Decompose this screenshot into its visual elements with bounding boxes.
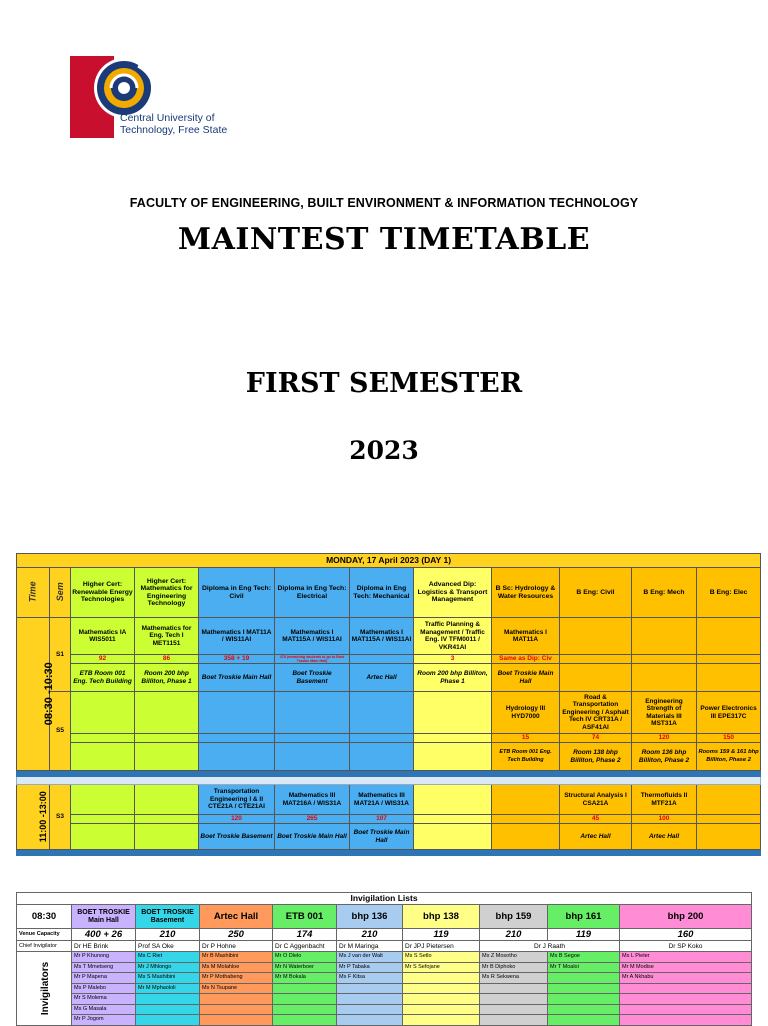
invigilator-name bbox=[200, 994, 273, 1005]
chief-invigilator: Prof SA Oke bbox=[136, 941, 200, 952]
programme-header: B Sc: Hydrology & Water Resources bbox=[492, 568, 560, 618]
venue-cell: Room 200 bhp Billiton, Phase 1 bbox=[414, 664, 492, 692]
capacity-label: Venue Capacity bbox=[17, 929, 72, 941]
invigilator-name bbox=[136, 994, 200, 1005]
student-count bbox=[275, 734, 350, 743]
invigilator-name bbox=[620, 1004, 752, 1015]
venue-cell: ETB Room 001 Eng. Tech Building bbox=[71, 664, 135, 692]
exam-cell bbox=[414, 692, 492, 734]
invigilator-name: Ms P Malebo bbox=[72, 983, 136, 994]
invigilator-name: Mr P Tabaka bbox=[337, 962, 403, 973]
document-title: MAINTEST TIMETABLE bbox=[177, 222, 591, 257]
invigilator-name bbox=[136, 1015, 200, 1026]
venue-capacity: 210 bbox=[480, 929, 548, 941]
semester-heading: FIRST SEMESTER bbox=[245, 368, 523, 399]
invigilator-name: Mr T Moaloi bbox=[548, 962, 620, 973]
invigilator-name: Mr M Mphaololi bbox=[136, 983, 200, 994]
invigilators-label-cell bbox=[17, 952, 72, 1026]
exam-cell bbox=[350, 692, 414, 734]
invigilator-name: Mr A Nkhabu bbox=[620, 973, 752, 984]
invigilator-row bbox=[17, 994, 752, 1005]
venue-cell: Boet Troskie Main Hall bbox=[199, 664, 275, 692]
venue-cell bbox=[632, 664, 697, 692]
time-header bbox=[17, 568, 50, 618]
s5-count-row bbox=[17, 734, 761, 743]
venue-cell bbox=[560, 664, 632, 692]
exam-cell bbox=[492, 785, 560, 815]
venue-capacity: 400 + 26 bbox=[72, 929, 136, 941]
venue-cell bbox=[350, 743, 414, 771]
invigilator-name bbox=[273, 983, 337, 994]
faculty-heading: FACULTY OF ENGINEERING, BUILT ENVIRONMENT & INFORMATION TECHNOLOGY bbox=[129, 196, 639, 210]
exam-cell bbox=[135, 692, 199, 734]
venue-header: BOET TROSKIE Basement bbox=[136, 905, 200, 929]
student-count bbox=[71, 815, 135, 824]
student-count bbox=[632, 655, 697, 664]
exam-cell: Mathematics I MAT115A / WIS11AI bbox=[350, 618, 414, 655]
exam-cell bbox=[275, 692, 350, 734]
student-count: 120 bbox=[199, 815, 275, 824]
invigilator-name bbox=[273, 1015, 337, 1026]
programme-header: Higher Cert: Renewable Energy Technologies bbox=[71, 568, 135, 618]
chief-invigilator: Dr C Aggenbacht bbox=[273, 941, 337, 952]
invigilator-name bbox=[620, 1015, 752, 1026]
day-heading: MONDAY, 17 April 2023 (DAY 1) bbox=[17, 554, 761, 568]
invigilator-name bbox=[620, 983, 752, 994]
programme-header: Higher Cert: Mathematics for Engineering Technology bbox=[135, 568, 199, 618]
exam-cell: Mathematics I MAT11A bbox=[492, 618, 560, 655]
exam-cell: Mathematics III MAT216A / WIS31A bbox=[275, 785, 350, 815]
student-count: 120 bbox=[632, 734, 697, 743]
capacity-row bbox=[17, 929, 752, 941]
invigilator-name bbox=[403, 994, 480, 1005]
invigilator-name: Mr P Mapena bbox=[72, 973, 136, 984]
s3-subject-row bbox=[17, 785, 761, 815]
invigilator-name bbox=[548, 994, 620, 1005]
programme-header: B Eng: Mech bbox=[632, 568, 697, 618]
student-count: 107 bbox=[350, 815, 414, 824]
programme-header: Diploma in Eng Tech: Electrical bbox=[275, 568, 350, 618]
venue-cell: Boet Troskie Basement bbox=[199, 824, 275, 850]
invigilator-name: Mr M Bokala bbox=[273, 973, 337, 984]
student-count: 45 bbox=[560, 815, 632, 824]
chief-invigilator: Dr P Hohne bbox=[200, 941, 273, 952]
invigilation-table bbox=[16, 892, 752, 1026]
venue-cell bbox=[199, 743, 275, 771]
venue-cell bbox=[414, 824, 492, 850]
venue-header: bhp 136 bbox=[337, 905, 403, 929]
sem-label: Sem bbox=[54, 582, 65, 602]
venue-header-row bbox=[17, 905, 752, 929]
venue-capacity: 210 bbox=[136, 929, 200, 941]
logo-line-2: Technology, Free State bbox=[120, 124, 228, 136]
invigilator-name: Mr B Diphoko bbox=[480, 962, 548, 973]
student-count bbox=[350, 655, 414, 664]
invigilator-row bbox=[17, 1004, 752, 1015]
invigilator-name bbox=[136, 1004, 200, 1015]
student-count bbox=[199, 734, 275, 743]
exam-cell: Power Electronics III EPE317C bbox=[697, 692, 761, 734]
exam-cell bbox=[414, 785, 492, 815]
invigilator-name bbox=[480, 1015, 548, 1026]
student-count: 3 bbox=[414, 655, 492, 664]
venue-cell: Room 138 bhp Billiton, Phase 2 bbox=[560, 743, 632, 771]
programme-header: B Eng: Civil bbox=[560, 568, 632, 618]
student-count bbox=[414, 734, 492, 743]
logo-line-1: Central University of bbox=[120, 112, 215, 124]
venue-capacity: 119 bbox=[403, 929, 480, 941]
invigilator-name bbox=[620, 994, 752, 1005]
venue-header: BOET TROSKIE Main Hall bbox=[72, 905, 136, 929]
gap-bar bbox=[17, 777, 761, 785]
s3-count-row bbox=[17, 815, 761, 824]
venue-cell: Artec Hall bbox=[632, 824, 697, 850]
invigilator-name: Ms N Tsupane bbox=[200, 983, 273, 994]
invigilator-name bbox=[403, 983, 480, 994]
venue-cell: Rooms 159 & 161 bhp Billiton, Phase 2 bbox=[697, 743, 761, 771]
venue-cell bbox=[697, 824, 761, 850]
programme-header: Diploma in Eng Tech: Civil bbox=[199, 568, 275, 618]
student-count: 358 + 19 bbox=[199, 655, 275, 664]
venue-capacity: 160 bbox=[620, 929, 752, 941]
student-count bbox=[697, 655, 761, 664]
invigilator-name bbox=[337, 1015, 403, 1026]
invigilator-name: Mr O Dlelo bbox=[273, 952, 337, 963]
student-count bbox=[350, 734, 414, 743]
student-count: 100 bbox=[632, 815, 697, 824]
s3-sem: S3 bbox=[50, 785, 71, 850]
programme-header-row bbox=[17, 568, 761, 618]
invigilator-rows bbox=[17, 952, 752, 1026]
student-count: 265 bbox=[275, 815, 350, 824]
invigilator-name: Ms J van der Walt bbox=[337, 952, 403, 963]
timetable bbox=[16, 553, 761, 856]
chief-invigilator: Dr SP Koko bbox=[620, 941, 752, 952]
venue-cell bbox=[71, 824, 135, 850]
invigilator-row bbox=[17, 1015, 752, 1026]
student-count bbox=[697, 815, 761, 824]
chief-invigilator: Dr JPJ Pietersen bbox=[403, 941, 480, 952]
venue-cell bbox=[697, 664, 761, 692]
venue-cell bbox=[275, 743, 350, 771]
exam-cell bbox=[71, 692, 135, 734]
slot-separator bbox=[17, 850, 761, 856]
invigilator-name: Ms F Kitsa bbox=[337, 973, 403, 984]
slot1-time bbox=[17, 618, 55, 771]
venue-header: Artec Hall bbox=[200, 905, 273, 929]
exam-cell: Mathematics I MAT11A / WIS11AI bbox=[199, 618, 275, 655]
invigilator-name: Ms C Riet bbox=[136, 952, 200, 963]
exam-cell: Mathematics I MAT115A / WIS11AI bbox=[275, 618, 350, 655]
invigilator-name bbox=[480, 1004, 548, 1015]
exam-cell: Traffic Planning & Management / Traffic Eng. IV TFM0011 / VKR41AI bbox=[414, 618, 492, 655]
student-count: 74 bbox=[560, 734, 632, 743]
exam-cell: Mathematics for Eng. Tech I MET1151 bbox=[135, 618, 199, 655]
s5-venue-row bbox=[17, 743, 761, 771]
venue-cell: Boet Troskie Main Hall bbox=[492, 664, 560, 692]
invigilator-name: Mr S Sefojane bbox=[403, 962, 480, 973]
invigilator-name: Ms R Sekwena bbox=[480, 973, 548, 984]
venue-cell: ETB Room 001 Eng. Tech Building bbox=[492, 743, 560, 771]
slot2-time-label: 11:00 -13:00 bbox=[37, 791, 48, 843]
invigilator-name: Ms T Mmetseng bbox=[72, 962, 136, 973]
venue-header: ETB 001 bbox=[273, 905, 337, 929]
exam-cell: Thermofluids II MTF21A bbox=[632, 785, 697, 815]
exam-cell: Hydrology III HYD7000 bbox=[492, 692, 560, 734]
exam-cell: Mathematics III MAT21A / WIS31A bbox=[350, 785, 414, 815]
venue-capacity: 210 bbox=[337, 929, 403, 941]
invigilator-row bbox=[17, 973, 752, 984]
invigilator-name bbox=[548, 1015, 620, 1026]
s5-sem: S5 bbox=[50, 692, 71, 771]
programme-header: Diploma in Eng Tech: Mechanical bbox=[350, 568, 414, 618]
sem-header bbox=[50, 568, 71, 618]
invigilator-name: Ms G Masala bbox=[72, 1004, 136, 1015]
s5-subject-row bbox=[17, 692, 761, 734]
invigilator-name bbox=[337, 1004, 403, 1015]
venue-cell: Room 200 bhp Billiton, Phase 1 bbox=[135, 664, 199, 692]
invigilator-name: Ms Z Mosotho bbox=[480, 952, 548, 963]
invigilator-name bbox=[548, 983, 620, 994]
venue-header: bhp 161 bbox=[548, 905, 620, 929]
invigilator-name bbox=[273, 1004, 337, 1015]
invigilator-name: Mr N Waterboer bbox=[273, 962, 337, 973]
student-count: 92 bbox=[71, 655, 135, 664]
time-label: Time bbox=[27, 581, 38, 603]
invigilator-name bbox=[273, 994, 337, 1005]
student-count: Same as Dip: Civ bbox=[492, 655, 560, 664]
separator-bar bbox=[17, 850, 761, 856]
programme-header: B Eng: Elec bbox=[697, 568, 761, 618]
s1-count-row bbox=[17, 655, 761, 664]
exam-cell: Transportation Engineering I & II CTE21A / CTE21AI bbox=[199, 785, 275, 815]
student-count bbox=[135, 815, 199, 824]
chief-invigilator-row bbox=[17, 941, 752, 952]
venue-cell bbox=[71, 743, 135, 771]
exam-cell bbox=[560, 618, 632, 655]
chief-invigilator: Dr HE Brink bbox=[72, 941, 136, 952]
invigilator-name: Mr P Mothabeng bbox=[200, 973, 273, 984]
student-count: 15 bbox=[492, 734, 560, 743]
invigilator-name bbox=[337, 983, 403, 994]
student-count bbox=[492, 815, 560, 824]
invigilator-name: Ms B Segoe bbox=[548, 952, 620, 963]
invigilators-label: Invigilators bbox=[40, 961, 52, 1015]
student-count bbox=[560, 655, 632, 664]
invigilator-name bbox=[200, 1015, 273, 1026]
invigilator-name bbox=[403, 973, 480, 984]
invigilator-row bbox=[17, 962, 752, 973]
venue-cell bbox=[492, 824, 560, 850]
student-count bbox=[71, 734, 135, 743]
exam-cell bbox=[697, 618, 761, 655]
invigilator-name bbox=[200, 1004, 273, 1015]
invigilator-name: Ms S Mashibini bbox=[136, 973, 200, 984]
exam-cell: Engineering Strength of Materials III MST31A bbox=[632, 692, 697, 734]
invigilator-row bbox=[17, 952, 752, 963]
invigilator-name bbox=[480, 994, 548, 1005]
s1-sem: S1 bbox=[50, 618, 71, 692]
venue-cell bbox=[135, 824, 199, 850]
year-heading: 2023 bbox=[349, 436, 419, 465]
s1-subject-row bbox=[17, 618, 761, 655]
student-count: 150 bbox=[697, 734, 761, 743]
student-count: 478 (remaining students to go to Boet Troskie Main Hall) bbox=[275, 655, 350, 664]
invigilator-name: Ms S Setlo bbox=[403, 952, 480, 963]
exam-cell bbox=[697, 785, 761, 815]
venue-cell: Boet Troskie Main Hall bbox=[275, 824, 350, 850]
exam-cell bbox=[135, 785, 199, 815]
venue-cell: Room 136 bhp Billiton, Phase 2 bbox=[632, 743, 697, 771]
venue-cell: Artec Hall bbox=[560, 824, 632, 850]
session-time: 08:30 bbox=[17, 905, 72, 929]
student-count bbox=[135, 734, 199, 743]
exam-cell: Structural Analysis I CSA21A bbox=[560, 785, 632, 815]
invigilator-name: Ms M Molahloe bbox=[200, 962, 273, 973]
slot1-time-label: 08:30 -10:30 bbox=[42, 662, 55, 726]
programme-header: Advanced Dip: Logistics & Transport Management bbox=[414, 568, 492, 618]
exam-cell bbox=[632, 618, 697, 655]
invigilator-name bbox=[480, 983, 548, 994]
venue-cell: Boet Troskie Basement bbox=[275, 664, 350, 692]
venue-cell: Artec Hall bbox=[350, 664, 414, 692]
invigilator-name: Mr P Jogom bbox=[72, 1015, 136, 1026]
invigilator-name bbox=[403, 1015, 480, 1026]
invigilator-name bbox=[337, 994, 403, 1005]
exam-cell: Road & Transportation Engineering / Asphalt Tech IV CRT31A / ASF41AI bbox=[560, 692, 632, 734]
s1-venue-row bbox=[17, 664, 761, 692]
exam-cell bbox=[71, 785, 135, 815]
invigilator-name bbox=[548, 1004, 620, 1015]
venue-capacity: 119 bbox=[548, 929, 620, 941]
slot2-time bbox=[17, 785, 50, 850]
invigilator-row bbox=[17, 983, 752, 994]
venue-cell: Boet Troskie Main Hall bbox=[350, 824, 414, 850]
chief-invigilator: Dr M Maringa bbox=[337, 941, 403, 952]
venue-header: bhp 138 bbox=[403, 905, 480, 929]
invigilator-name bbox=[403, 1004, 480, 1015]
logo-text bbox=[120, 112, 227, 136]
invigilator-name: Ms L Pieter bbox=[620, 952, 752, 963]
invigilator-name bbox=[548, 973, 620, 984]
venue-header: bhp 200 bbox=[620, 905, 752, 929]
venue-capacity: 250 bbox=[200, 929, 273, 941]
chief-label: Chief Invigilator bbox=[17, 941, 72, 952]
venue-header: bhp 159 bbox=[480, 905, 548, 929]
invigilator-name: Mr M Modise bbox=[620, 962, 752, 973]
venue-cell bbox=[414, 743, 492, 771]
invigilation-title: Invigilation Lists bbox=[17, 893, 752, 905]
venue-capacity: 174 bbox=[273, 929, 337, 941]
invigilator-name: Mr J Mhlongo bbox=[136, 962, 200, 973]
venue-cell bbox=[135, 743, 199, 771]
invigilator-name: Mr P Khunong bbox=[72, 952, 136, 963]
invigilator-name: Mr B Mashibini bbox=[200, 952, 273, 963]
slot-gap bbox=[17, 777, 761, 785]
exam-cell: Mathematics IA WIS5011 bbox=[71, 618, 135, 655]
s3-venue-row bbox=[17, 824, 761, 850]
chief-invigilator: Dr J Raath bbox=[480, 941, 620, 952]
invigilation-title-row bbox=[17, 893, 752, 905]
exam-cell bbox=[199, 692, 275, 734]
student-count bbox=[414, 815, 492, 824]
student-count: 86 bbox=[135, 655, 199, 664]
invigilator-name: Mr S Molema bbox=[72, 994, 136, 1005]
